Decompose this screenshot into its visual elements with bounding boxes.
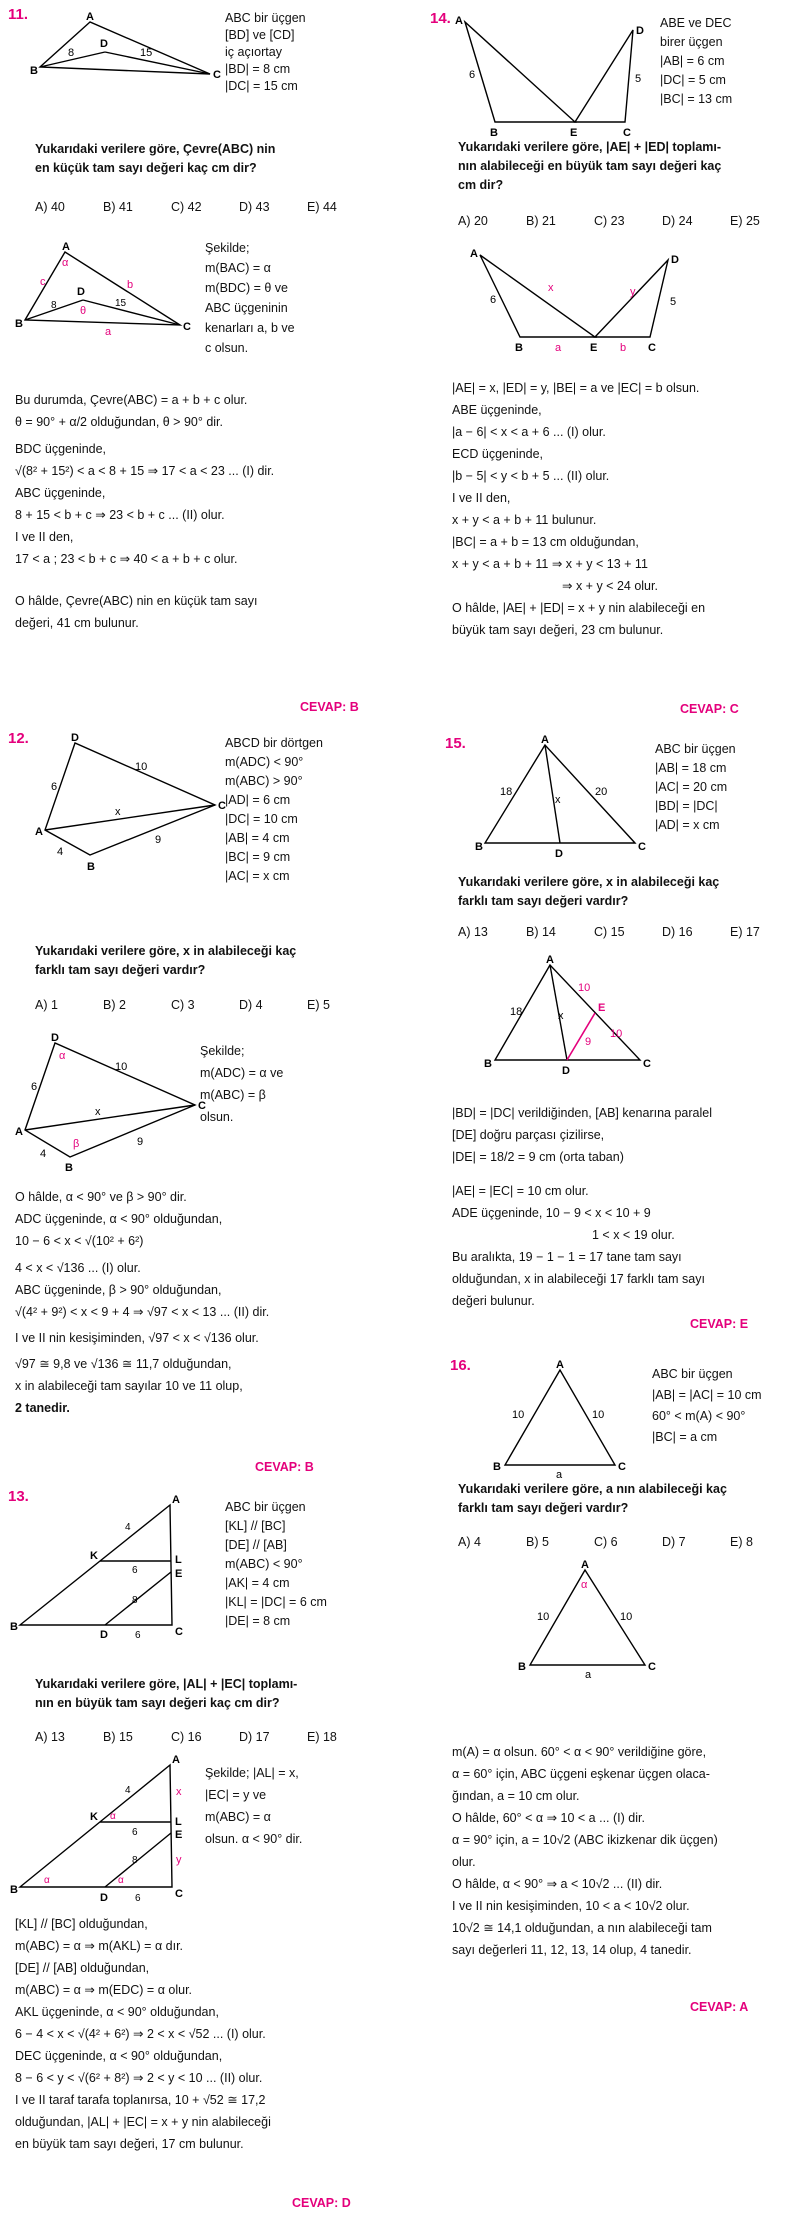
problem-15-figure bbox=[475, 735, 650, 860]
svg-text:a: a bbox=[585, 1669, 592, 1681]
svg-text:B: B bbox=[10, 1621, 18, 1633]
problem-number: 14. bbox=[430, 10, 451, 27]
choice-e[interactable]: E) 8 bbox=[730, 1535, 753, 1549]
svg-text:x: x bbox=[115, 806, 121, 818]
choice-d[interactable]: D) 4 bbox=[239, 998, 263, 1012]
svg-text:B: B bbox=[65, 1162, 73, 1174]
choice-a[interactable]: A) 13 bbox=[458, 925, 488, 939]
choice-a[interactable]: A) 13 bbox=[35, 1730, 65, 1744]
svg-text:C: C bbox=[648, 1661, 656, 1673]
svg-text:α: α bbox=[118, 1875, 124, 1886]
svg-text:x: x bbox=[558, 1010, 564, 1022]
choice-d[interactable]: D) 43 bbox=[239, 200, 270, 214]
svg-text:E: E bbox=[175, 1829, 183, 1841]
choice-c[interactable]: C) 42 bbox=[171, 200, 202, 214]
svg-text:10: 10 bbox=[578, 982, 591, 994]
svg-text:4: 4 bbox=[40, 1148, 47, 1160]
svg-text:D: D bbox=[100, 38, 108, 50]
svg-text:20: 20 bbox=[595, 786, 608, 798]
svg-text:K: K bbox=[90, 1811, 98, 1823]
choice-e[interactable]: E) 25 bbox=[730, 214, 760, 228]
svg-text:18: 18 bbox=[500, 786, 513, 798]
svg-text:D: D bbox=[671, 254, 679, 266]
svg-text:4: 4 bbox=[125, 1522, 131, 1533]
svg-text:10: 10 bbox=[592, 1409, 605, 1421]
choice-d[interactable]: D) 16 bbox=[662, 925, 693, 939]
svg-text:15: 15 bbox=[140, 47, 153, 59]
svg-text:A: A bbox=[86, 11, 94, 23]
svg-text:8: 8 bbox=[132, 1595, 138, 1606]
svg-text:A: A bbox=[172, 1754, 180, 1766]
svg-text:K: K bbox=[90, 1550, 98, 1562]
choice-c[interactable]: C) 16 bbox=[171, 1730, 202, 1744]
choice-a[interactable]: A) 20 bbox=[458, 214, 488, 228]
problem-12-figure bbox=[35, 732, 226, 875]
svg-text:B: B bbox=[490, 127, 498, 139]
svg-text:8: 8 bbox=[51, 300, 57, 311]
answer: CEVAP: D bbox=[292, 2196, 351, 2210]
svg-text:θ: θ bbox=[80, 305, 87, 317]
svg-text:B: B bbox=[493, 1461, 501, 1473]
solution-13-side: Şekilde; |AL| = x, |EC| = y ve m(ABC) = α olsun. α < 90° dir. bbox=[205, 1766, 303, 1846]
svg-text:6: 6 bbox=[490, 294, 497, 306]
svg-text:9: 9 bbox=[155, 834, 162, 846]
solution-15: |BD| = |DC| verildiğinden, [AB] kenarına paralel [DE] doğru parçası çizilirse, |DE| = 18/2 = 9 cm (orta taban) |AE| = |EC| = 10 cm olur. ADE üçgeninde, 10 − 9 < x < 10 + 9 1 < x < 19 olur. Bu aralıkta, 19 − 1 − 1 = 17 tane tam sayı olduğundan, x in alabileceği 17 farklı tam sayı değeri bulunur. bbox=[452, 1106, 712, 1308]
svg-text:18: 18 bbox=[510, 1006, 523, 1018]
svg-text:x: x bbox=[555, 794, 561, 806]
svg-text:α: α bbox=[110, 1811, 116, 1822]
given-list: ABCD bir dörtgen m(ADC) < 90° m(ABC) > 90° |AD| = 6 cm |DC| = 10 cm |AB| = 4 cm |BC| = 9 cm |AC| = x cm bbox=[225, 736, 323, 883]
choices bbox=[458, 214, 798, 228]
choices bbox=[458, 1535, 798, 1549]
svg-text:9: 9 bbox=[137, 1136, 144, 1148]
svg-text:C: C bbox=[623, 127, 631, 139]
svg-text:A: A bbox=[62, 241, 70, 253]
svg-text:B: B bbox=[10, 1884, 18, 1896]
question-text: Yukarıdaki verilere göre, |AE| + |ED| toplamı- nın alabileceği en büyük tam sayı değeri kaç cm dir? bbox=[458, 140, 722, 192]
svg-text:A: A bbox=[35, 826, 43, 838]
svg-text:15: 15 bbox=[115, 298, 127, 309]
svg-text:6: 6 bbox=[132, 1827, 138, 1838]
question-text: Yukarıdaki verilere göre, |AL| + |EC| toplamı- nın en büyük tam sayı değeri kaç cm dir? bbox=[35, 1677, 298, 1710]
svg-text:A: A bbox=[15, 1126, 23, 1138]
given-list: ABC bir üçgen |AB| = |AC| = 10 cm 60° < m(A) < 90° |BC| = a cm bbox=[652, 1367, 762, 1444]
problem-14-figure bbox=[455, 12, 655, 139]
problem-13-figure bbox=[10, 1495, 195, 1640]
problem-number: 11. bbox=[8, 6, 29, 23]
question-text: Yukarıdaki verilere göre, x in alabileceği kaç farklı tam sayı değeri vardır? bbox=[35, 944, 297, 977]
answer: CEVAP: C bbox=[680, 702, 739, 716]
given-list: ABC bir üçgen [KL] // [BC] [DE] // [AB] m(ABC) < 90° |AK| = 4 cm |KL| = |DC| = 6 cm |DE| = 8 cm bbox=[225, 1500, 327, 1628]
svg-text:5: 5 bbox=[635, 73, 642, 85]
svg-text:6: 6 bbox=[51, 781, 58, 793]
solution-12-figure bbox=[15, 1032, 206, 1175]
svg-text:x: x bbox=[176, 1786, 182, 1798]
svg-text:b: b bbox=[620, 342, 627, 354]
choice-a[interactable]: A) 4 bbox=[458, 1535, 481, 1549]
svg-text:E: E bbox=[598, 1002, 606, 1014]
svg-text:B: B bbox=[30, 65, 38, 77]
problem-number: 12. bbox=[8, 730, 29, 747]
svg-text:L: L bbox=[175, 1816, 182, 1828]
problem-11-figure bbox=[30, 12, 220, 92]
choices bbox=[35, 200, 375, 214]
problem-number: 13. bbox=[8, 1488, 29, 1505]
svg-text:9: 9 bbox=[585, 1036, 592, 1048]
svg-text:A: A bbox=[172, 1494, 180, 1506]
svg-text:A: A bbox=[546, 954, 554, 966]
svg-text:b: b bbox=[127, 279, 134, 291]
choice-c[interactable]: C) 6 bbox=[594, 1535, 618, 1549]
choice-c[interactable]: C) 3 bbox=[171, 998, 195, 1012]
svg-text:B: B bbox=[484, 1058, 492, 1070]
svg-text:a: a bbox=[556, 1469, 563, 1481]
choices bbox=[35, 1730, 375, 1744]
given-list: ABC bir üçgen [BD] ve [CD] iç açıortay |BD| = 8 cm |DC| = 15 cm bbox=[225, 11, 306, 93]
svg-text:x: x bbox=[95, 1106, 101, 1118]
solution-14-figure bbox=[470, 245, 700, 355]
solution-16: m(A) = α olsun. 60° < α < 90° verildiğine göre, α = 60° için, ABC üçgeni eşkenar üçgen olaca- ğından, a = 10 cm olur. O hâlde, 60° < α ⇒ 10 < a ... (I) dir. α = 90° için, a = 10√2 (ABC ikizkenar dik üçgen) olur. O hâlde, α < 90° ⇒ a < 10√2 ... (II) dir. I ve II nin kesişiminden, 10 < a < 10√2 olur. 10√2 ≅ 14,1 olduğundan, a nın alabileceği tam sayı değerleri 11, 12, 13, 14 olup, 4 tanedir. bbox=[452, 1745, 718, 1957]
svg-text:D: D bbox=[555, 848, 563, 860]
svg-text:D: D bbox=[71, 732, 79, 744]
question-text: Yukarıdaki verilere göre, x in alabileceği kaç farklı tam sayı değeri vardır? bbox=[458, 875, 720, 908]
svg-text:α: α bbox=[44, 1875, 50, 1886]
solution-16-figure bbox=[515, 1560, 665, 1680]
svg-text:D: D bbox=[77, 286, 85, 298]
choice-a[interactable]: A) 40 bbox=[35, 200, 65, 214]
choice-b[interactable]: B) 15 bbox=[103, 1730, 133, 1744]
svg-text:C: C bbox=[643, 1058, 651, 1070]
svg-text:B: B bbox=[515, 342, 523, 354]
solution-13-figure bbox=[10, 1755, 195, 1905]
svg-text:α: α bbox=[581, 1579, 588, 1591]
svg-text:D: D bbox=[636, 25, 644, 37]
svg-text:x: x bbox=[548, 282, 554, 294]
svg-text:C: C bbox=[638, 841, 646, 853]
svg-text:D: D bbox=[100, 1629, 108, 1641]
svg-text:8: 8 bbox=[68, 47, 75, 59]
solution-11: Bu durumda, Çevre(ABC) = a + b + c olur. θ = 90° + α/2 olduğundan, θ > 90° dir. BDC üçgeninde, √(8² + 15²) < a < 8 + 15 ⇒ 17 < a < 23 ... (I) dir. ABC üçgeninde, 8 + 15 < b + c ⇒ 23 < b + c ... (II) olur. I ve II den, 17 < a ; 23 < b + c ⇒ 40 < a + b + c olur. O hâlde, Çevre(ABC) nin en küçük tam sayı değeri, 41 cm bulunur. bbox=[15, 393, 275, 630]
svg-text:C: C bbox=[183, 321, 191, 333]
svg-text:10: 10 bbox=[115, 1061, 128, 1073]
solution-15-figure bbox=[480, 955, 655, 1080]
svg-text:C: C bbox=[198, 1100, 206, 1112]
choice-b[interactable]: B) 14 bbox=[526, 925, 556, 939]
svg-text:D: D bbox=[100, 1892, 108, 1904]
svg-text:10: 10 bbox=[610, 1028, 623, 1040]
choice-e[interactable]: E) 18 bbox=[307, 1730, 337, 1744]
choice-d[interactable]: D) 24 bbox=[662, 214, 693, 228]
choice-a[interactable]: A) 1 bbox=[35, 998, 58, 1012]
choice-e[interactable]: E) 17 bbox=[730, 925, 760, 939]
svg-text:c: c bbox=[40, 276, 46, 288]
choice-e[interactable]: E) 5 bbox=[307, 998, 330, 1012]
svg-text:8: 8 bbox=[132, 1855, 138, 1866]
svg-text:B: B bbox=[87, 861, 95, 873]
svg-text:y: y bbox=[630, 286, 636, 298]
svg-text:C: C bbox=[648, 342, 656, 354]
choice-e[interactable]: E) 44 bbox=[307, 200, 337, 214]
svg-text:D: D bbox=[562, 1065, 570, 1077]
svg-text:B: B bbox=[15, 318, 23, 330]
svg-text:6: 6 bbox=[132, 1565, 138, 1576]
svg-text:6: 6 bbox=[135, 1630, 141, 1641]
svg-text:6: 6 bbox=[469, 69, 476, 81]
svg-text:A: A bbox=[470, 248, 478, 260]
svg-text:C: C bbox=[618, 1461, 626, 1473]
problem-16-figure bbox=[490, 1360, 640, 1480]
svg-text:C: C bbox=[213, 69, 221, 81]
choice-b[interactable]: B) 21 bbox=[526, 214, 556, 228]
answer: CEVAP: E bbox=[690, 1317, 749, 1331]
choice-b[interactable]: B) 2 bbox=[103, 998, 126, 1012]
svg-text:A: A bbox=[541, 734, 549, 746]
svg-text:10: 10 bbox=[135, 761, 148, 773]
svg-text:A: A bbox=[455, 15, 463, 27]
svg-text:5: 5 bbox=[670, 296, 677, 308]
choice-d[interactable]: D) 17 bbox=[239, 1730, 270, 1744]
solution-14: |AE| = x, |ED| = y, |BE| = a ve |EC| = b olsun. ABE üçgeninde, |a − 6| < x < a + 6 ... (I) olur. ECD üçgeninde, |b − 5| < y < b + 5 ... (II) olur. I ve II den, x + y < a + b + 11 bulunur. |BC| = a + b = 13 cm olduğundan, x + y < a + b + 11 ⇒ x + y < 13 + 11 ⇒ x + y < 24 olur. O hâlde, |AE| + |ED| = x + y nin alabileceği en büyük tam sayı değeri, 23 cm bulunur. bbox=[452, 381, 706, 637]
svg-text:D: D bbox=[51, 1032, 59, 1044]
svg-text:A: A bbox=[556, 1359, 564, 1371]
solution-11-side: Şekilde; m(BAC) = α m(BDC) = θ ve ABC üçgeninin kenarları a, b ve c olsun. bbox=[205, 241, 295, 355]
svg-text:E: E bbox=[175, 1568, 183, 1580]
svg-text:6: 6 bbox=[135, 1893, 141, 1904]
svg-text:a: a bbox=[105, 326, 112, 338]
svg-text:E: E bbox=[570, 127, 578, 139]
problem-number: 16. bbox=[450, 1357, 471, 1374]
choice-d[interactable]: D) 7 bbox=[662, 1535, 686, 1549]
svg-text:4: 4 bbox=[125, 1785, 131, 1796]
choice-b[interactable]: B) 41 bbox=[103, 200, 133, 214]
solution-12-side: Şekilde; m(ADC) = α ve m(ABC) = β olsun. bbox=[200, 1044, 284, 1124]
svg-text:β: β bbox=[73, 1138, 80, 1150]
svg-text:E: E bbox=[590, 342, 598, 354]
given-list: ABC bir üçgen |AB| = 18 cm |AC| = 20 cm |BD| = |DC| |AD| = x cm bbox=[655, 742, 736, 832]
svg-text:6: 6 bbox=[31, 1081, 38, 1093]
choices bbox=[35, 998, 375, 1012]
question-text: Yukarıdaki verilere göre, Çevre(ABC) nin en küçük tam sayı değeri kaç cm dir? bbox=[35, 142, 276, 175]
choices bbox=[458, 925, 798, 939]
choice-c[interactable]: C) 15 bbox=[594, 925, 625, 939]
answer: CEVAP: B bbox=[255, 1460, 314, 1474]
given-list: ABE ve DEC birer üçgen |AB| = 6 cm |DC| = 5 cm |BC| = 13 cm bbox=[660, 16, 733, 106]
svg-text:B: B bbox=[518, 1661, 526, 1673]
svg-text:C: C bbox=[175, 1626, 183, 1638]
svg-text:α: α bbox=[59, 1050, 66, 1062]
svg-text:A: A bbox=[581, 1559, 589, 1571]
svg-text:B: B bbox=[475, 841, 483, 853]
svg-text:α: α bbox=[62, 257, 69, 269]
svg-text:10: 10 bbox=[512, 1409, 525, 1421]
svg-text:10: 10 bbox=[537, 1611, 550, 1623]
svg-text:C: C bbox=[175, 1888, 183, 1900]
svg-text:C: C bbox=[218, 800, 226, 812]
solution-11-figure bbox=[15, 240, 195, 338]
svg-text:y: y bbox=[176, 1854, 182, 1866]
answer: CEVAP: A bbox=[690, 2000, 749, 2014]
choice-c[interactable]: C) 23 bbox=[594, 214, 625, 228]
question-text: Yukarıdaki verilere göre, a nın alabileceği kaç farklı tam sayı değeri vardır? bbox=[458, 1482, 727, 1515]
answer: CEVAP: B bbox=[300, 700, 359, 714]
solution-13: [KL] // [BC] olduğundan, m(ABC) = α ⇒ m(AKL) = α dır. [DE] // [AB] olduğundan, m(ABC) = α ⇒ m(EDC) = α olur. AKL üçgeninde, α < 90° olduğundan, 6 − 4 < x < √(4² + 6²) ⇒ 2 < x < √52 ... (I) olur. DEC üçgeninde, α < 90° olduğundan, 8 − 6 < y < √(6² + 8²) ⇒ 2 < y < 10 ... (II) olur. I ve II taraf tarafa toplanırsa, 10 + √52 ≅ 17,2 olduğundan, |AL| + |EC| = x + y nin alabileceği en büyük tam sayı değeri, 17 cm bulunur. bbox=[15, 1917, 271, 2151]
svg-text:10: 10 bbox=[620, 1611, 633, 1623]
choice-b[interactable]: B) 5 bbox=[526, 1535, 549, 1549]
svg-text:4: 4 bbox=[57, 846, 64, 858]
problem-number: 15. bbox=[445, 735, 466, 752]
svg-text:a: a bbox=[555, 342, 562, 354]
solution-12: O hâlde, α < 90° ve β > 90° dir. ADC üçgeninde, α < 90° olduğundan, 10 − 6 < x < √(10² + 6²) 4 < x < √136 ... (I) olur. ABC üçgeninde, β > 90° olduğundan, √(4² + 9²) < x < 9 + 4 ⇒ √97 < x < 13 ... (II) dir. I ve II nin kesişiminden, √97 < x < √136 olur. √97 ≅ 9,8 ve √136 ≅ 11,7 olduğundan, x in alabileceği tam sayılar 10 ve 11 olup, 2 tanedir. bbox=[15, 1190, 270, 1415]
svg-text:L: L bbox=[175, 1554, 182, 1566]
